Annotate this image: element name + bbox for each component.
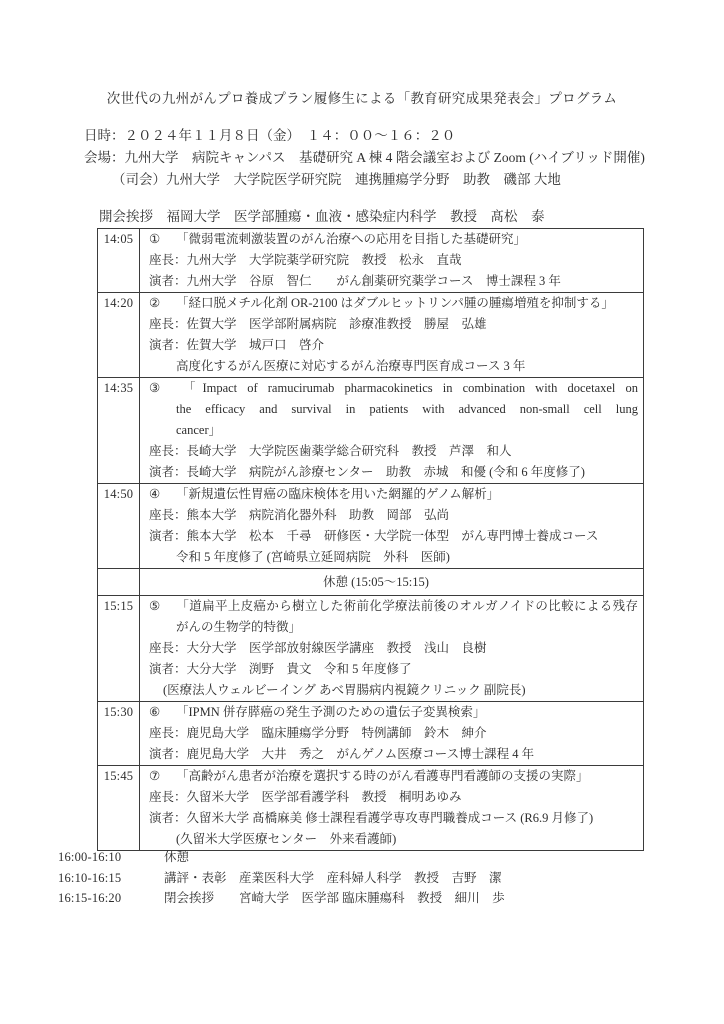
schedule-row xyxy=(98,596,643,702)
session-detail: 令和 5 年度修了 (宮崎県立延岡病院 外科 医師) xyxy=(176,550,450,564)
session-content xyxy=(140,484,643,568)
session-content xyxy=(140,702,643,765)
opening-remarks: 開会挨拶 福岡大学 医学部腫瘍・血液・感染症内科学 教授 髙松 泰 xyxy=(99,209,545,224)
break-row xyxy=(98,569,643,596)
closing-label: 講評・表彰 産業医科大学 産科婦人科学 教授 吉野 潔 xyxy=(164,870,502,885)
document-title: 次世代の九州がんプロ養成プラン履修生による「教育研究成果発表会」プログラム xyxy=(106,91,618,106)
closing-label: 閉会挨拶 宮崎大学 医学部 臨床腫瘍科 教授 細川 歩 xyxy=(164,891,505,905)
session-time: 14:50 xyxy=(98,484,140,568)
session-content xyxy=(140,293,643,377)
closing-label: 休憩 xyxy=(164,850,190,864)
session-number: ③ xyxy=(149,381,161,395)
closing-line xyxy=(58,868,505,889)
session-title xyxy=(149,293,638,314)
session-time: 15:30 xyxy=(98,702,140,765)
session-time xyxy=(98,569,140,595)
session-title-text: 「新規遺伝性胃癌の臨床検体を用いた網羅的ゲノム解析」 xyxy=(176,487,500,501)
session-speaker: 演者：佐賀大学 城戸口 啓介 xyxy=(149,338,325,352)
session-speaker: 演者：長崎大学 病院がん診療センター 助教 赤城 和優 (令和 6 年度修了) xyxy=(149,465,585,479)
schedule-row xyxy=(98,229,643,293)
session-number: ④ xyxy=(149,487,161,501)
session-number: ⑥ xyxy=(149,705,161,719)
session-number: ① xyxy=(149,232,161,246)
session-title-text: 「道扁平上皮癌から樹立した術前化学療法前後のオルガノイドの比較による残存 xyxy=(176,599,638,613)
closing-schedule xyxy=(58,847,505,909)
session-detail: (医療法人ウェルビーイング あべ胃腸病内視鏡クリニック 副院長) xyxy=(163,683,526,697)
session-content xyxy=(140,766,643,850)
break-cell xyxy=(140,569,643,595)
session-content xyxy=(140,229,643,292)
event-moderator: （司会）九州大学 大学院医学研究院 連携腫瘍学分野 助教 磯部 大地 xyxy=(112,172,561,187)
event-datetime: 日時：２０２４年１１月８日（金） １４：００～１６：２０ xyxy=(84,128,456,143)
schedule-row xyxy=(98,702,643,766)
session-detail: cancer」 xyxy=(176,423,222,437)
session-chair: 座長：大分大学 医学部放射線医学講座 教授 浅山 良樹 xyxy=(149,641,487,655)
schedule-row xyxy=(98,378,643,484)
break-label: 休憩 (15:05～15:15) xyxy=(323,575,429,589)
closing-line xyxy=(58,847,505,868)
session-detail: the efficacy and survival in patients with advanced non-small cell lung xyxy=(176,402,638,416)
session-time: 14:20 xyxy=(98,293,140,377)
closing-line xyxy=(58,888,505,909)
schedule-row xyxy=(98,293,643,378)
session-title xyxy=(149,702,638,723)
session-title-text: 「微弱電流刺激装置のがん治療への応用を目指した基礎研究」 xyxy=(176,232,527,246)
schedule-row xyxy=(98,484,643,569)
session-content xyxy=(140,596,643,701)
session-title-text: 「Impact of ramucirumab pharmacokinetics in combination with docetaxel on xyxy=(176,381,638,395)
session-chair: 座長：熊本大学 病院消化器外科 助教 岡部 弘尚 xyxy=(149,508,450,522)
closing-time: 16:00-16:10 xyxy=(58,850,122,864)
session-speaker: 演者：大分大学 渕野 貴文 令和 5 年度修了 xyxy=(149,662,412,676)
session-number: ⑤ xyxy=(149,599,161,613)
session-number: ② xyxy=(149,296,161,310)
session-chair: 座長：久留米大学 医学部看護学科 教授 桐明あゆみ xyxy=(149,790,462,804)
session-time: 14:35 xyxy=(98,378,140,483)
session-chair: 座長：佐賀大学 医学部附属病院 診療准教授 勝屋 弘雄 xyxy=(149,317,487,331)
session-speaker: 演者：鹿児島大学 大井 秀之 がんゲノム医療コース博士課程 4 年 xyxy=(149,747,535,761)
schedule-row xyxy=(98,766,643,850)
event-venue: 会場：九州大学 病院キャンパス 基礎研究 A 棟 4 階会議室および Zoom (ハイブリッド開催) xyxy=(84,150,645,165)
session-chair: 座長：九州大学 大学院薬学研究院 教授 松永 直哉 xyxy=(149,253,462,267)
session-time: 14:05 xyxy=(98,229,140,292)
session-chair: 座長：長崎大学 大学院医歯薬学総合研究科 教授 芦澤 和人 xyxy=(149,444,512,458)
session-time: 15:45 xyxy=(98,766,140,850)
schedule-table xyxy=(97,228,644,851)
session-title-text: 「経口脱メチル化剤 OR-2100 はダブルヒットリンパ腫の腫瘍増殖を抑制する」 xyxy=(176,296,614,310)
closing-time: 16:15-16:20 xyxy=(58,891,122,905)
session-speaker: 演者：熊本大学 松本 千尋 研修医・大学院一体型 がん専門博士養成コース xyxy=(149,529,599,543)
session-detail: (久留米大学医療センター 外来看護師) xyxy=(176,832,397,846)
session-content xyxy=(140,378,643,483)
session-title xyxy=(149,378,638,399)
session-title-text: 「IPMN 併存膵癌の発生予測のための遺伝子変異検索」 xyxy=(176,705,486,719)
session-detail: 高度化するがん医療に対応するがん治療専門医育成コース 3 年 xyxy=(176,359,526,373)
session-title-text: 「高齢がん患者が治療を選択する時のがん看護専門看護師の支援の実際」 xyxy=(176,769,589,783)
session-title xyxy=(149,766,638,787)
event-meta xyxy=(84,125,645,191)
session-title xyxy=(149,229,638,250)
session-title xyxy=(149,596,638,617)
session-speaker: 演者：九州大学 谷原 智仁 がん創薬研究薬学コース 博士課程 3 年 xyxy=(149,274,561,288)
session-detail: がんの生物学的特徴」 xyxy=(176,620,302,634)
session-time: 15:15 xyxy=(98,596,140,701)
session-number: ⑦ xyxy=(149,769,161,783)
session-title xyxy=(149,484,638,505)
session-speaker: 演者：久留米大学 髙橋麻美 修士課程看護学専攻専門職養成コース (R6.9 月修了) xyxy=(149,811,594,825)
session-chair: 座長：鹿児島大学 臨床腫瘍学分野 特例講師 鈴木 紳介 xyxy=(149,726,487,740)
closing-time: 16:10-16:15 xyxy=(58,870,122,885)
